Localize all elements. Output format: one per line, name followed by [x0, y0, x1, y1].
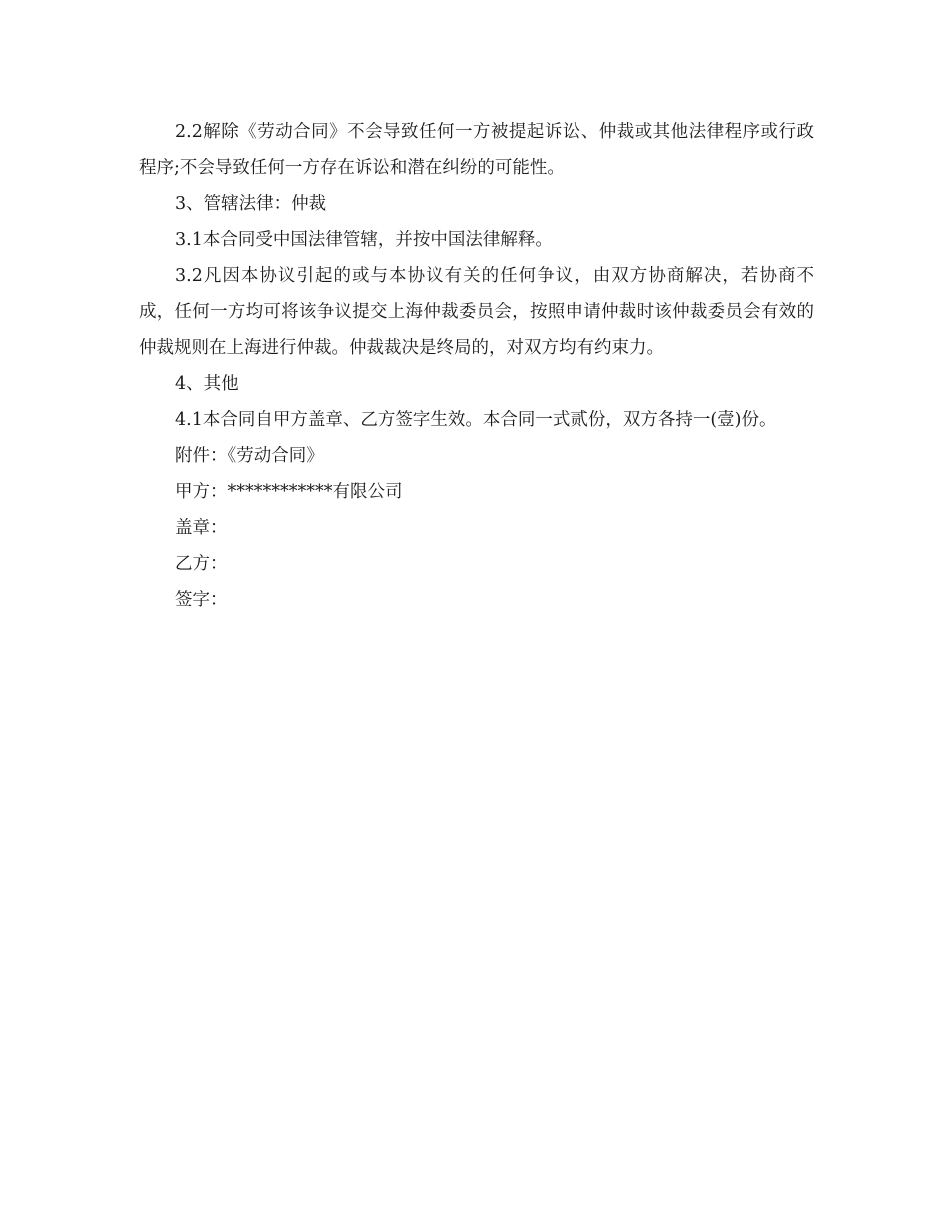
clause-3-2: 3.2凡因本协议引起的或与本协议有关的任何争议，由双方协商解决，若协商不成，任何一方均可将该争议提交上海仲裁委员会，按照申请仲裁时该仲裁委员会有效的仲裁规则在上海进行仲裁。仲裁裁决是终局的，对双方均有约束力。	[139, 266, 814, 358]
heading-other: 4、其他	[175, 374, 239, 394]
party-a-line: 甲方：************有限公司	[175, 482, 403, 502]
attachment-line: 附件：《劳动合同》	[175, 446, 324, 466]
seal-line: 盖章：	[175, 518, 228, 538]
clause-4-1: 4.1本合同自甲方盖章、乙方签字生效。本合同一式贰份，双方各持一(壹)份。	[175, 410, 777, 430]
document-body	[139, 114, 814, 618]
party-b-line: 乙方：	[175, 554, 228, 574]
clause-2-2: 2.2解除《劳动合同》不会导致任何一方被提起诉讼、仲裁或其他法律程序或行政程序;不会导致任何一方存在诉讼和潜在纠纷的可能性。	[139, 122, 814, 178]
signature-line: 签字：	[175, 590, 228, 610]
clause-3-1: 3.1本合同受中国法律管辖，并按中国法律解释。	[175, 230, 553, 250]
heading-governing-law: 3、管辖法律：仲裁	[175, 194, 327, 214]
